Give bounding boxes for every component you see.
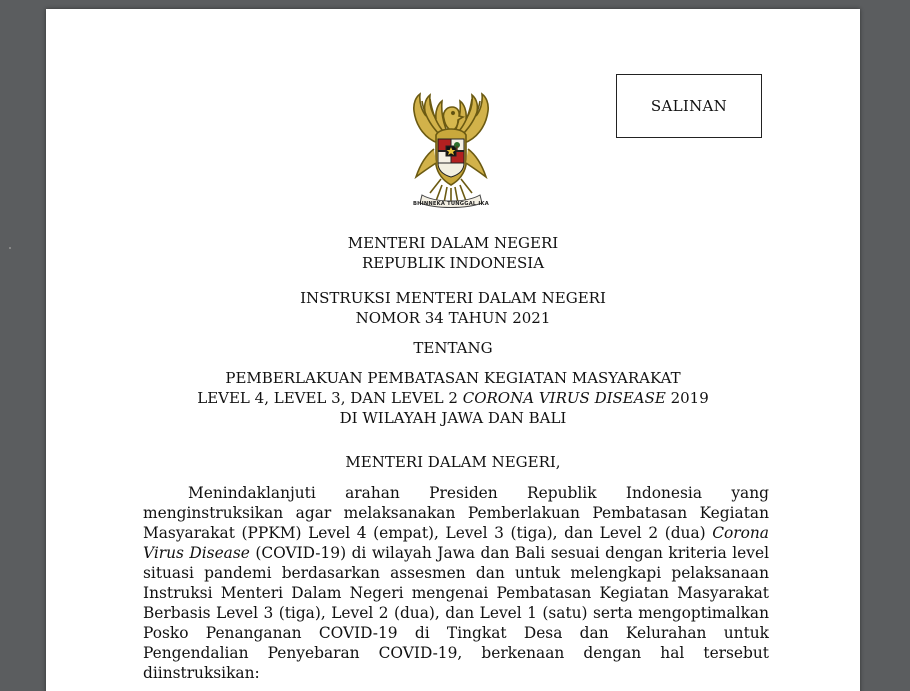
paragraph-line: Menindaklanjuti arahan Presiden Republik Indonesia yang [188, 484, 769, 502]
subject-line-1: PEMBERLAKUAN PEMBATASAN KEGIATAN MASYARAKAT [225, 369, 681, 387]
instruction-title: INSTRUKSI MENTERI DALAM NEGERI [300, 289, 606, 307]
garuda-emblem-icon [386, 89, 516, 215]
document-page [46, 9, 860, 691]
paragraph-line-3-a: Masyarakat (PPKM) Level 4 (empat), Level 3 (tiga), dan Level 2 (dua) [143, 524, 713, 542]
salinan-label: SALINAN [650, 97, 728, 115]
instruction-paragraph [143, 483, 769, 683]
subject-line-2-italic: CORONA VIRUS DISEASE [462, 389, 666, 407]
instruction-heading [46, 288, 860, 328]
paragraph-line-4-italic: Virus Disease [143, 544, 250, 562]
salinan-box [616, 74, 762, 138]
paragraph-line: diinstruksikan: [143, 664, 260, 682]
paragraph-line [143, 543, 769, 563]
addressee-heading [46, 452, 860, 472]
scan-speck [9, 247, 11, 249]
paragraph-line [143, 523, 769, 543]
subject-line-2-a: LEVEL 4, LEVEL 3, DAN LEVEL 2 [197, 389, 463, 407]
paragraph-line: Posko Penanganan COVID-19 di Tingkat Desa dan Kelurahan untuk [143, 624, 769, 642]
tentang-label: TENTANG [413, 339, 493, 357]
paragraph-line: Pengendalian Penyebaran COVID-19, berkenaan dengan hal tersebut [143, 644, 769, 662]
paragraph-line: menginstruksikan agar melaksanakan Pemberlakuan Pembatasan Kegiatan [143, 504, 769, 522]
subject-line-2 [46, 388, 860, 408]
paragraph-line-4-b: (COVID-19) di wilayah Jawa dan Bali sesuai dengan kriteria level [249, 544, 769, 562]
subject-line-2-c: 2019 [665, 389, 709, 407]
subject-line-3: DI WILAYAH JAWA DAN BALI [339, 409, 567, 427]
instruction-number: NOMOR 34 TAHUN 2021 [355, 309, 551, 327]
ministry-heading [46, 233, 860, 273]
addressee-label: MENTERI DALAM NEGERI, [345, 453, 561, 471]
svg-text:BHINNEKA TUNGGAL IKA: BHINNEKA TUNGGAL IKA [413, 201, 489, 207]
ministry-title: MENTERI DALAM NEGERI [347, 234, 559, 252]
tentang-heading [46, 338, 860, 358]
paragraph-line: situasi pandemi berdasarkan assesmen dan untuk melengkapi pelaksanaan [143, 564, 769, 582]
paragraph-line: Instruksi Menteri Dalam Negeri mengenai Pembatasan Kegiatan Masyarakat [143, 584, 769, 602]
country-title: REPUBLIK INDONESIA [361, 254, 545, 272]
paragraph-line-3-italic: Corona [712, 524, 769, 542]
subject-heading [46, 368, 860, 428]
paragraph-line: Berbasis Level 3 (tiga), Level 2 (dua), dan Level 1 (satu) serta mengoptimalkan [143, 604, 769, 622]
